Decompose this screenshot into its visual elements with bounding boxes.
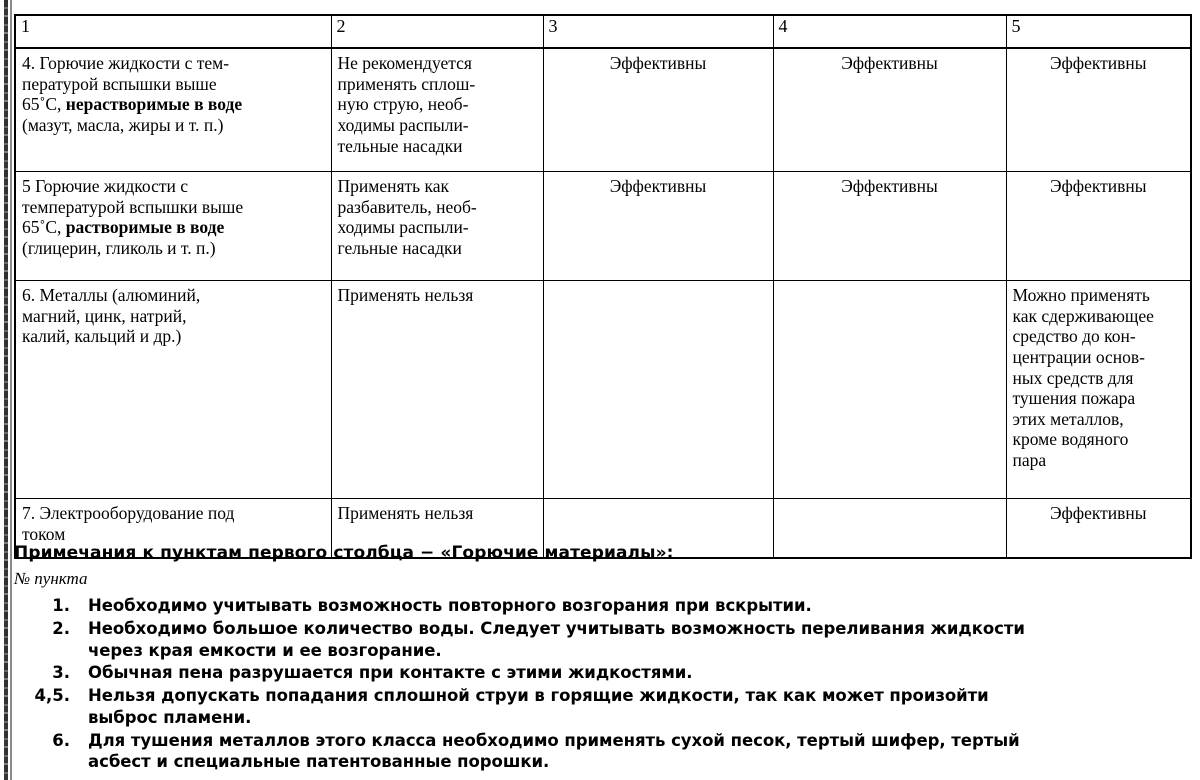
page-gutter-artifact [4, 0, 8, 780]
text-line: ную струю, необ- [337, 94, 469, 115]
text-line: гельные насадки [337, 237, 462, 258]
text-line: Можно применять [1012, 285, 1150, 305]
text-line: (глицерин, гликоль и т. п.) [22, 237, 216, 258]
page-gutter-artifact-secondary [10, 0, 12, 780]
text-line: тельные насадки [337, 135, 463, 156]
text-line: пературой вспышки выше [22, 73, 217, 94]
note-item [14, 730, 1184, 774]
row-4-foam: Эффективны [543, 48, 773, 172]
text-line: 7. Электрооборудование под [22, 503, 235, 523]
row-7-co2: Эффективны [1006, 499, 1191, 559]
row-5-powder: Эффективны [773, 172, 1006, 281]
text-line: Применять нельзя [337, 503, 474, 523]
text-line: ных средств для [1012, 367, 1134, 388]
note-text [88, 730, 1020, 774]
notes-list [14, 595, 1184, 773]
row-5-water [331, 172, 543, 281]
fire-extinguishing-table [14, 14, 1190, 559]
text-line: разбавитель, необ- [337, 196, 477, 217]
note-text [88, 662, 693, 684]
row-6-material [15, 281, 331, 499]
table-row [15, 281, 1191, 499]
note-number: 3. [52, 663, 70, 683]
column-number-5: 5 [1006, 15, 1191, 48]
table-header-row [15, 15, 1191, 48]
note-item [14, 595, 1184, 617]
text-line: 4. Горючие жидкости с тем- [22, 53, 230, 73]
column-number-3: 3 [543, 15, 773, 48]
table-row [15, 172, 1191, 281]
text-line: асбест и специальные патентованные порошки. [88, 752, 550, 772]
text-line: выброс пламени. [88, 707, 252, 727]
note-text [88, 618, 1025, 662]
note-text [88, 595, 812, 617]
text-line: средство до кон- [1012, 326, 1136, 347]
row-6-foam [543, 281, 773, 499]
row-5-co2: Эффективны [1006, 172, 1191, 281]
text-line: Нельзя допускать попадания сплошной струи в горящие жидкости, так как может произойти [88, 686, 989, 706]
text-line: Обычная пена разрушается при контакте с этими жидкостями. [88, 663, 693, 683]
notes-section [14, 543, 1184, 774]
text-line: применять сплош- [337, 73, 476, 94]
row-6-co2 [1006, 281, 1191, 499]
text-line: 6. Металлы (алюминий, [22, 285, 201, 305]
note-number: 4,5. [34, 686, 70, 706]
table-row [15, 48, 1191, 172]
text-line: этих металлов, [1012, 408, 1124, 429]
notes-subheading: № пункта [14, 569, 88, 588]
text-line: как сдерживающее [1012, 305, 1154, 326]
note-number: 6. [52, 730, 70, 750]
text-line: центрации основ- [1012, 346, 1146, 367]
note-item [14, 662, 1184, 684]
note-number: 2. [52, 618, 70, 638]
row-4-powder: Эффективны [773, 48, 1006, 172]
text-line: Необходимо большое количество воды. Следует учитывать возможность переливания жидкости [88, 618, 1025, 638]
note-number: 1. [52, 596, 70, 615]
row-4-material [15, 48, 331, 172]
text-line: Применять как [337, 176, 450, 196]
text-line: Применять нельзя [337, 285, 474, 305]
row-6-powder [773, 281, 1006, 499]
text-line: кроме водяного [1012, 429, 1129, 450]
text-line: калий, кальций и др.) [22, 326, 182, 347]
emphasised-fragment: растворимые в воде [65, 217, 225, 238]
text-line: ходимы распыли- [337, 114, 469, 135]
text-line: 65˚С, нерастворимые в воде [22, 94, 243, 115]
text-line: Не рекомендуется [337, 53, 472, 73]
row-5-material [15, 172, 331, 281]
text-line: тушения пожара [1012, 388, 1136, 409]
column-number-2: 2 [331, 15, 543, 48]
column-number-4: 4 [773, 15, 1006, 48]
text-line: 5 Горючие жидкости с [22, 176, 189, 196]
notes-heading: Примечания к пунктам первого столбца − «Горючие материалы»: [14, 543, 674, 563]
text-line: током [22, 523, 66, 544]
row-4-co2: Эффективны [1006, 48, 1191, 172]
row-6-water [331, 281, 543, 499]
row-4-water [331, 48, 543, 172]
text-line: магний, цинк, натрий, [22, 305, 187, 326]
row-5-foam: Эффективны [543, 172, 773, 281]
text-line: 65˚С, растворимые в воде [22, 217, 225, 238]
column-number-1: 1 [15, 15, 331, 48]
note-item [14, 685, 1184, 729]
text-line: (мазут, масла, жиры и т. п.) [22, 114, 224, 135]
text-line: пара [1012, 450, 1047, 471]
text-line: Необходимо учитывать возможность повторного возгорания при вскрытии. [88, 596, 812, 615]
text-line: ходимы распыли- [337, 217, 469, 238]
emphasised-fragment: нерастворимые в воде [65, 94, 243, 115]
note-item [14, 618, 1184, 662]
text-line: Для тушения металлов этого класса необходимо применять сухой песок, тертый шифер, тертый [88, 730, 1020, 750]
text-line: через края емкости и ее возгорание. [88, 640, 442, 660]
comparison-table [14, 14, 1192, 559]
note-text [88, 685, 989, 729]
text-line: температурой вспышки выше [22, 196, 244, 217]
